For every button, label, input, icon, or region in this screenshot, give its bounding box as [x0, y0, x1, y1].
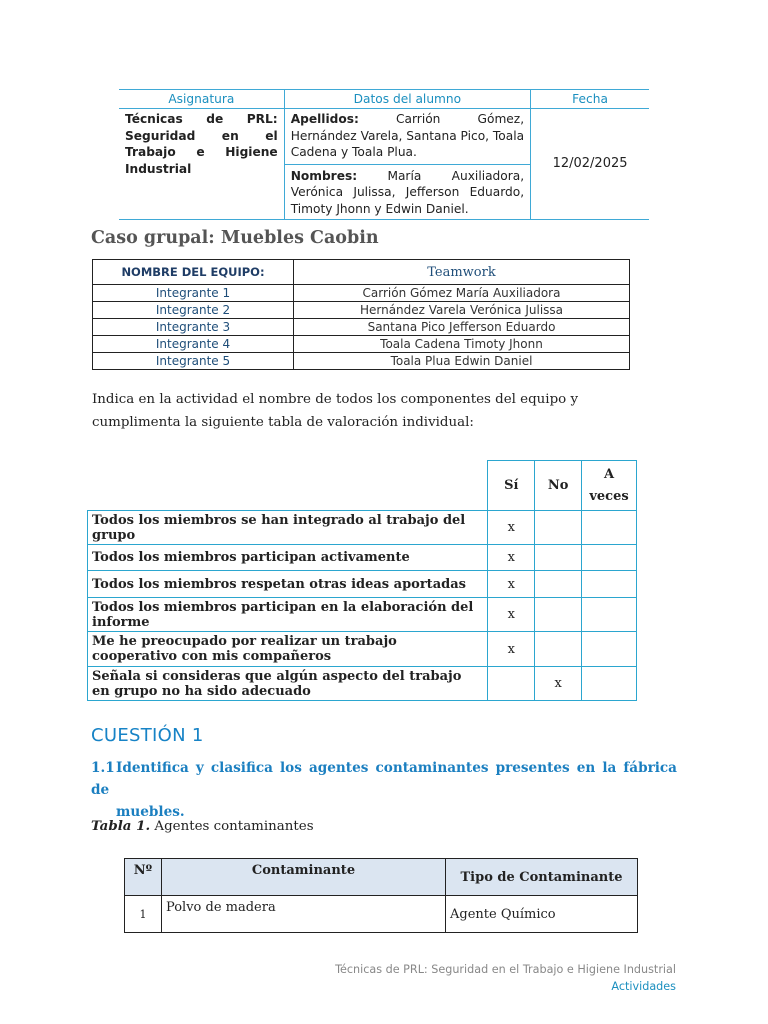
- surnames-label: Apellidos:: [290, 112, 359, 126]
- question-text: [91, 757, 677, 823]
- contaminant-name: Polvo de madera: [162, 896, 446, 933]
- caption-label: Tabla 1.: [91, 818, 151, 834]
- valuation-row: [88, 632, 637, 667]
- sometimes-column-header: [582, 461, 637, 511]
- member-label: Integrante 5: [93, 353, 294, 370]
- names-label: Nombres:: [290, 168, 358, 183]
- yes-column-header: Sí: [488, 461, 535, 511]
- question-number: 1.1: [91, 760, 115, 776]
- date-value: 12/02/2025: [531, 109, 649, 220]
- team-name-value: Teamwork: [294, 260, 630, 285]
- yes-mark[interactable]: x: [488, 632, 535, 667]
- contaminant-type: Agente Químico: [446, 896, 638, 933]
- sometimes-mark[interactable]: [582, 667, 637, 701]
- team-table: [92, 259, 630, 370]
- no-mark[interactable]: [535, 545, 582, 571]
- valuation-row: [88, 571, 637, 598]
- yes-mark[interactable]: x: [488, 511, 535, 545]
- criterion-text: Todos los miembros participan en la elaboración del informe: [88, 598, 488, 632]
- member-name: Hernández Varela Verónica Julissa: [294, 302, 630, 319]
- no-mark[interactable]: x: [535, 667, 582, 701]
- surnames-line: [291, 111, 524, 161]
- page-footer: [335, 961, 676, 995]
- instructions-paragraph: Indica en la actividad el nombre de todos los componentes del equipo y cumplimenta la siguiente tabla de valoración individual:: [92, 392, 579, 430]
- sometimes-header-line1: A: [603, 466, 615, 482]
- student-info-header-row: [119, 90, 649, 109]
- footer-section: Actividades: [611, 980, 676, 993]
- sometimes-mark[interactable]: [582, 545, 637, 571]
- sometimes-mark[interactable]: [582, 571, 637, 598]
- subject-column-header: Asignatura: [119, 90, 284, 109]
- contaminant-row: [125, 896, 638, 933]
- criterion-text: Todos los miembros respetan otras ideas aportadas: [88, 571, 488, 598]
- caption-text: Agentes contaminantes: [150, 819, 314, 834]
- valuation-row: [88, 598, 637, 632]
- valuation-row: [88, 667, 637, 701]
- member-label: Integrante 2: [93, 302, 294, 319]
- criterion-text: Señala si consideras que algún aspecto del trabajo en grupo no ha sido adecuado: [88, 667, 488, 701]
- sometimes-header-line2: veces: [589, 488, 629, 504]
- case-title: Caso grupal: Muebles Caobin: [91, 228, 379, 248]
- valuation-row: [88, 545, 637, 571]
- type-column-header: Tipo de Contaminante: [446, 859, 638, 896]
- footer-course: Técnicas de PRL: Seguridad en el Trabajo e Higiene Industrial: [335, 963, 676, 976]
- team-member-row: [93, 336, 630, 353]
- member-name: Toala Plua Edwin Daniel: [294, 353, 630, 370]
- no-mark[interactable]: [535, 598, 582, 632]
- member-label: Integrante 4: [93, 336, 294, 353]
- date-column-header: Fecha: [531, 90, 649, 109]
- valuation-header-row: [88, 461, 637, 511]
- yes-mark[interactable]: x: [488, 545, 535, 571]
- team-name-label: NOMBRE DEL EQUIPO:: [93, 260, 294, 285]
- table-caption: [91, 818, 314, 834]
- team-member-row: [93, 285, 630, 302]
- surnames-value: Carrión Gómez, Hernández Varela, Santana Pico, Toala Cadena y Toala Plua.: [290, 112, 525, 159]
- student-info-row: [119, 109, 649, 220]
- contaminants-header-row: [125, 859, 638, 896]
- no-mark[interactable]: [535, 571, 582, 598]
- criterion-text: Me he preocupado por realizar un trabajo cooperativo con mis compañeros: [88, 632, 488, 667]
- yes-mark[interactable]: x: [488, 598, 535, 632]
- no-column-header: No: [535, 461, 582, 511]
- criterion-text: Todos los miembros participan activamente: [88, 545, 488, 571]
- number-column-header: Nº: [125, 859, 162, 896]
- question-line-2: muebles.: [116, 804, 185, 820]
- member-name: Toala Cadena Timoty Jhonn: [294, 336, 630, 353]
- contaminant-number: 1: [125, 896, 162, 933]
- sometimes-mark[interactable]: [582, 632, 637, 667]
- subject-value: Técnicas de PRL: Seguridad en el Trabajo e Higiene Industrial: [119, 109, 284, 220]
- team-member-row: [93, 302, 630, 319]
- section-heading: CUESTIÓN 1: [91, 725, 204, 746]
- team-member-row: [93, 319, 630, 336]
- empty-corner-cell: [88, 461, 488, 511]
- names-line: [285, 164, 530, 218]
- member-name: Santana Pico Jefferson Eduardo: [294, 319, 630, 336]
- student-data-cell: [284, 109, 530, 220]
- sometimes-mark[interactable]: [582, 598, 637, 632]
- student-info-table: [119, 89, 649, 220]
- student-column-header: Datos del alumno: [284, 90, 530, 109]
- team-name-row: [93, 260, 630, 285]
- member-name: Carrión Gómez María Auxiliadora: [294, 285, 630, 302]
- valuation-row: [88, 511, 637, 545]
- contaminants-table: [124, 858, 638, 933]
- sometimes-mark[interactable]: [582, 511, 637, 545]
- criterion-text: Todos los miembros se han integrado al trabajo del grupo: [88, 511, 488, 545]
- yes-mark[interactable]: x: [488, 571, 535, 598]
- contaminant-column-header: Contaminante: [162, 859, 446, 896]
- yes-mark[interactable]: [488, 667, 535, 701]
- names-value: María Auxiliadora, Verónica Julissa, Jefferson Eduardo, Timoty Jhonn y Edwin Daniel.: [290, 168, 525, 216]
- member-label: Integrante 1: [93, 285, 294, 302]
- no-mark[interactable]: [535, 632, 582, 667]
- no-mark[interactable]: [535, 511, 582, 545]
- team-member-row: [93, 353, 630, 370]
- member-label: Integrante 3: [93, 319, 294, 336]
- valuation-table: [87, 460, 637, 701]
- question-line-1: Identifica y clasifica los agentes contaminantes presentes en la fábrica de: [91, 760, 677, 798]
